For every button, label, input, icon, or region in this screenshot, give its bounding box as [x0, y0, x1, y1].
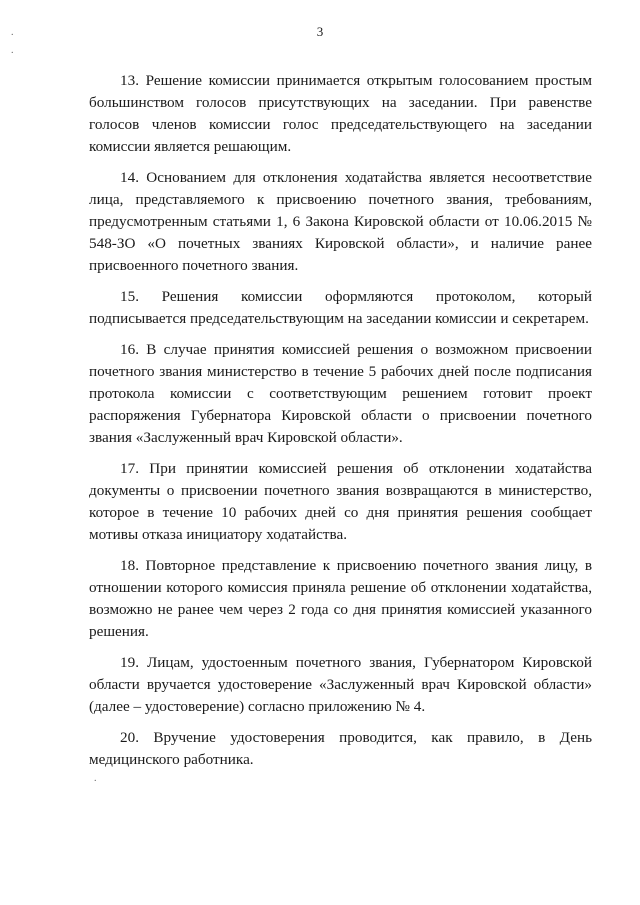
paragraph-16: 16. В случае принятия комиссией решения о возможном присвоении почетного звания министерство в течение 5 рабочих дней после подписания протокола комиссии с соответствующим решением готовит проект распоряжения Губернатора Кировской области о присвоении почетного звания «Заслуженный врач Кировской области». [89, 341, 592, 446]
paragraph-14: 14. Основанием для отклонения ходатайства является несоответствие лица, представляемого к присвоению почетного звания, требованиям, предусмотренным статьями 1, 6 Закона Кировской области от 10.06.2015 № 548-ЗО «О почетных званиях Кировской области», и наличие ранее присвоенного почетного звания. [89, 169, 592, 274]
paragraph-15: 15. Решения комиссии оформляются протоколом, который подписывается председательствующим на заседании комиссии и секретарем. [89, 288, 592, 327]
page-number: 3 [316, 24, 324, 39]
paragraph-19: 19. Лицам, удостоенным почетного звания, Губернатором Кировской области вручается удостоверение «Заслуженный врач Кировской области» (далее – удостоверение) согласно приложению № 4. [89, 654, 592, 715]
paragraph-18: 18. Повторное представление к присвоению почетного звания лицу, в отношении которого комиссия приняла решение об отклонении ходатайства, возможно не ранее чем через 2 года со дня принятия комиссией указанного решения. [89, 557, 592, 640]
paragraph-20: 20. Вручение удостоверения проводится, как правило, в День медицинского работника. [89, 729, 592, 768]
document-body [89, 70, 592, 780]
paragraph-17: 17. При принятии комиссией решения об отклонении ходатайства документы о присвоении почетного звания возвращаются в министерство, которое в течение 10 рабочих дней со дня принятия решения сообщает мотивы отказа инициатору ходатайства. [89, 460, 592, 543]
margin-mark: . [94, 773, 97, 784]
margin-mark: . [11, 45, 14, 56]
paragraph-13: 13. Решение комиссии принимается открытым голосованием простым большинством голосов присутствующих на заседании. При равенстве голосов членов комиссии голос председательствующего на заседании комиссии является решающим. [89, 72, 592, 155]
margin-mark: . [11, 27, 14, 38]
